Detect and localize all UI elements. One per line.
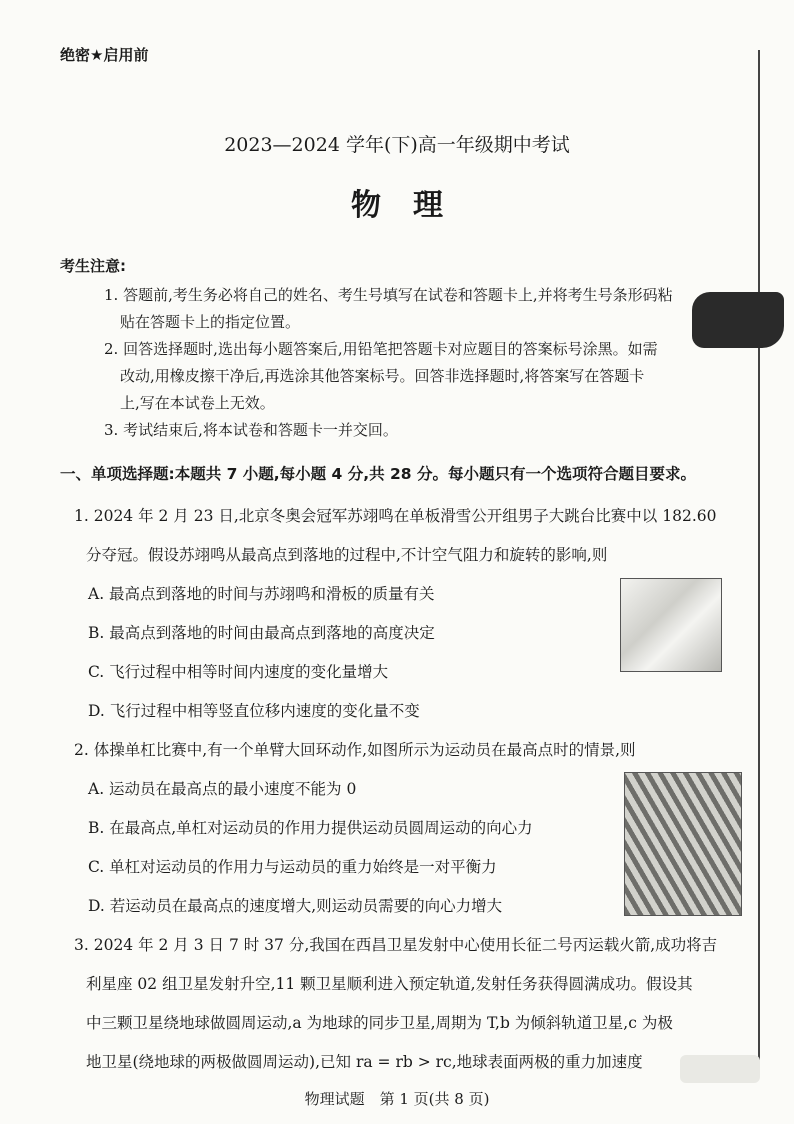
q2-line1: 2. 体操单杠比赛中,有一个单臂大回环动作,如图所示为运动员在最高点时的情景,则: [74, 741, 636, 759]
gymnast-image: [624, 772, 742, 916]
q1-line1: 1. 2024 年 2 月 23 日,北京冬奥会冠军苏翊鸣在单板滑雪公开组男子大跳台比赛中以 182.60: [74, 507, 717, 525]
subject-title: 物理: [351, 188, 475, 223]
confidential-label: 绝密★启用前: [60, 46, 149, 64]
scan-smudge: [680, 1055, 760, 1083]
q1-option-c: C. 飞行过程中相等时间内速度的变化量增大: [88, 663, 389, 681]
note-line: 上,写在本试卷上无效。: [120, 394, 275, 412]
note-line: 3. 考试结束后,将本试卷和答题卡一并交回。: [104, 421, 398, 439]
q3-line3: 中三颗卫星绕地球做圆周运动,a 为地球的同步卫星,周期为 T,b 为倾斜轨道卫星,c 为极: [86, 1014, 673, 1032]
q3-line2: 利星座 02 组卫星发射升空,11 颗卫星顺利进入预定轨道,发射任务获得圆满成功。假设其: [86, 975, 693, 993]
note-line: 改动,用橡皮擦干净后,再选涂其他答案标号。回答非选择题时,将答案写在答题卡: [120, 367, 645, 385]
q2-option-d: D. 若运动员在最高点的速度增大,则运动员需要的向心力增大: [88, 897, 503, 915]
exam-title: 2023—2024 学年(下)高一年级期中考试: [224, 134, 570, 156]
q1-option-d: D. 飞行过程中相等竖直位移内速度的变化量不变: [88, 702, 420, 720]
note-line: 1. 答题前,考生务必将自己的姓名、考生号填写在试卷和答题卡上,并将考生号条形码粘: [104, 286, 673, 304]
q1-line2: 分夺冠。假设苏翊鸣从最高点到落地的过程中,不计空气阻力和旋转的影响,则: [86, 546, 608, 564]
q2-option-a: A. 运动员在最高点的最小速度不能为 0: [88, 780, 357, 798]
q2-option-b: B. 在最高点,单杠对运动员的作用力提供运动员圆周运动的向心力: [88, 819, 533, 837]
q1-option-b: B. 最高点到落地的时间由最高点到落地的高度决定: [88, 624, 435, 642]
q3-line4: 地卫星(绕地球的两极做圆周运动),已知 ra = rb > rc,地球表面两极的重力加速度: [86, 1053, 643, 1071]
note-line: 贴在答题卡上的指定位置。: [120, 313, 301, 331]
q1-option-a: A. 最高点到落地的时间与苏翊鸣和滑板的质量有关: [88, 585, 435, 603]
note-line: 2. 回答选择题时,选出每小题答案后,用铅笔把答题卡对应题目的答案标号涂黑。如需: [104, 340, 658, 358]
scan-smudge: [692, 292, 784, 348]
notes-heading: 考生注意:: [60, 257, 126, 275]
snowboarder-image: [620, 578, 722, 672]
section-heading: 一、单项选择题:本题共 7 小题,每小题 4 分,共 28 分。每小题只有一个选项符合题目要求。: [60, 465, 696, 483]
q2-option-c: C. 单杠对运动员的作用力与运动员的重力始终是一对平衡力: [88, 858, 497, 876]
page-footer: 物理试题 第 1 页(共 8 页): [304, 1090, 490, 1108]
q3-line1: 3. 2024 年 2 月 3 日 7 时 37 分,我国在西昌卫星发射中心使用长征二号丙运载火箭,成功将吉: [74, 936, 718, 954]
